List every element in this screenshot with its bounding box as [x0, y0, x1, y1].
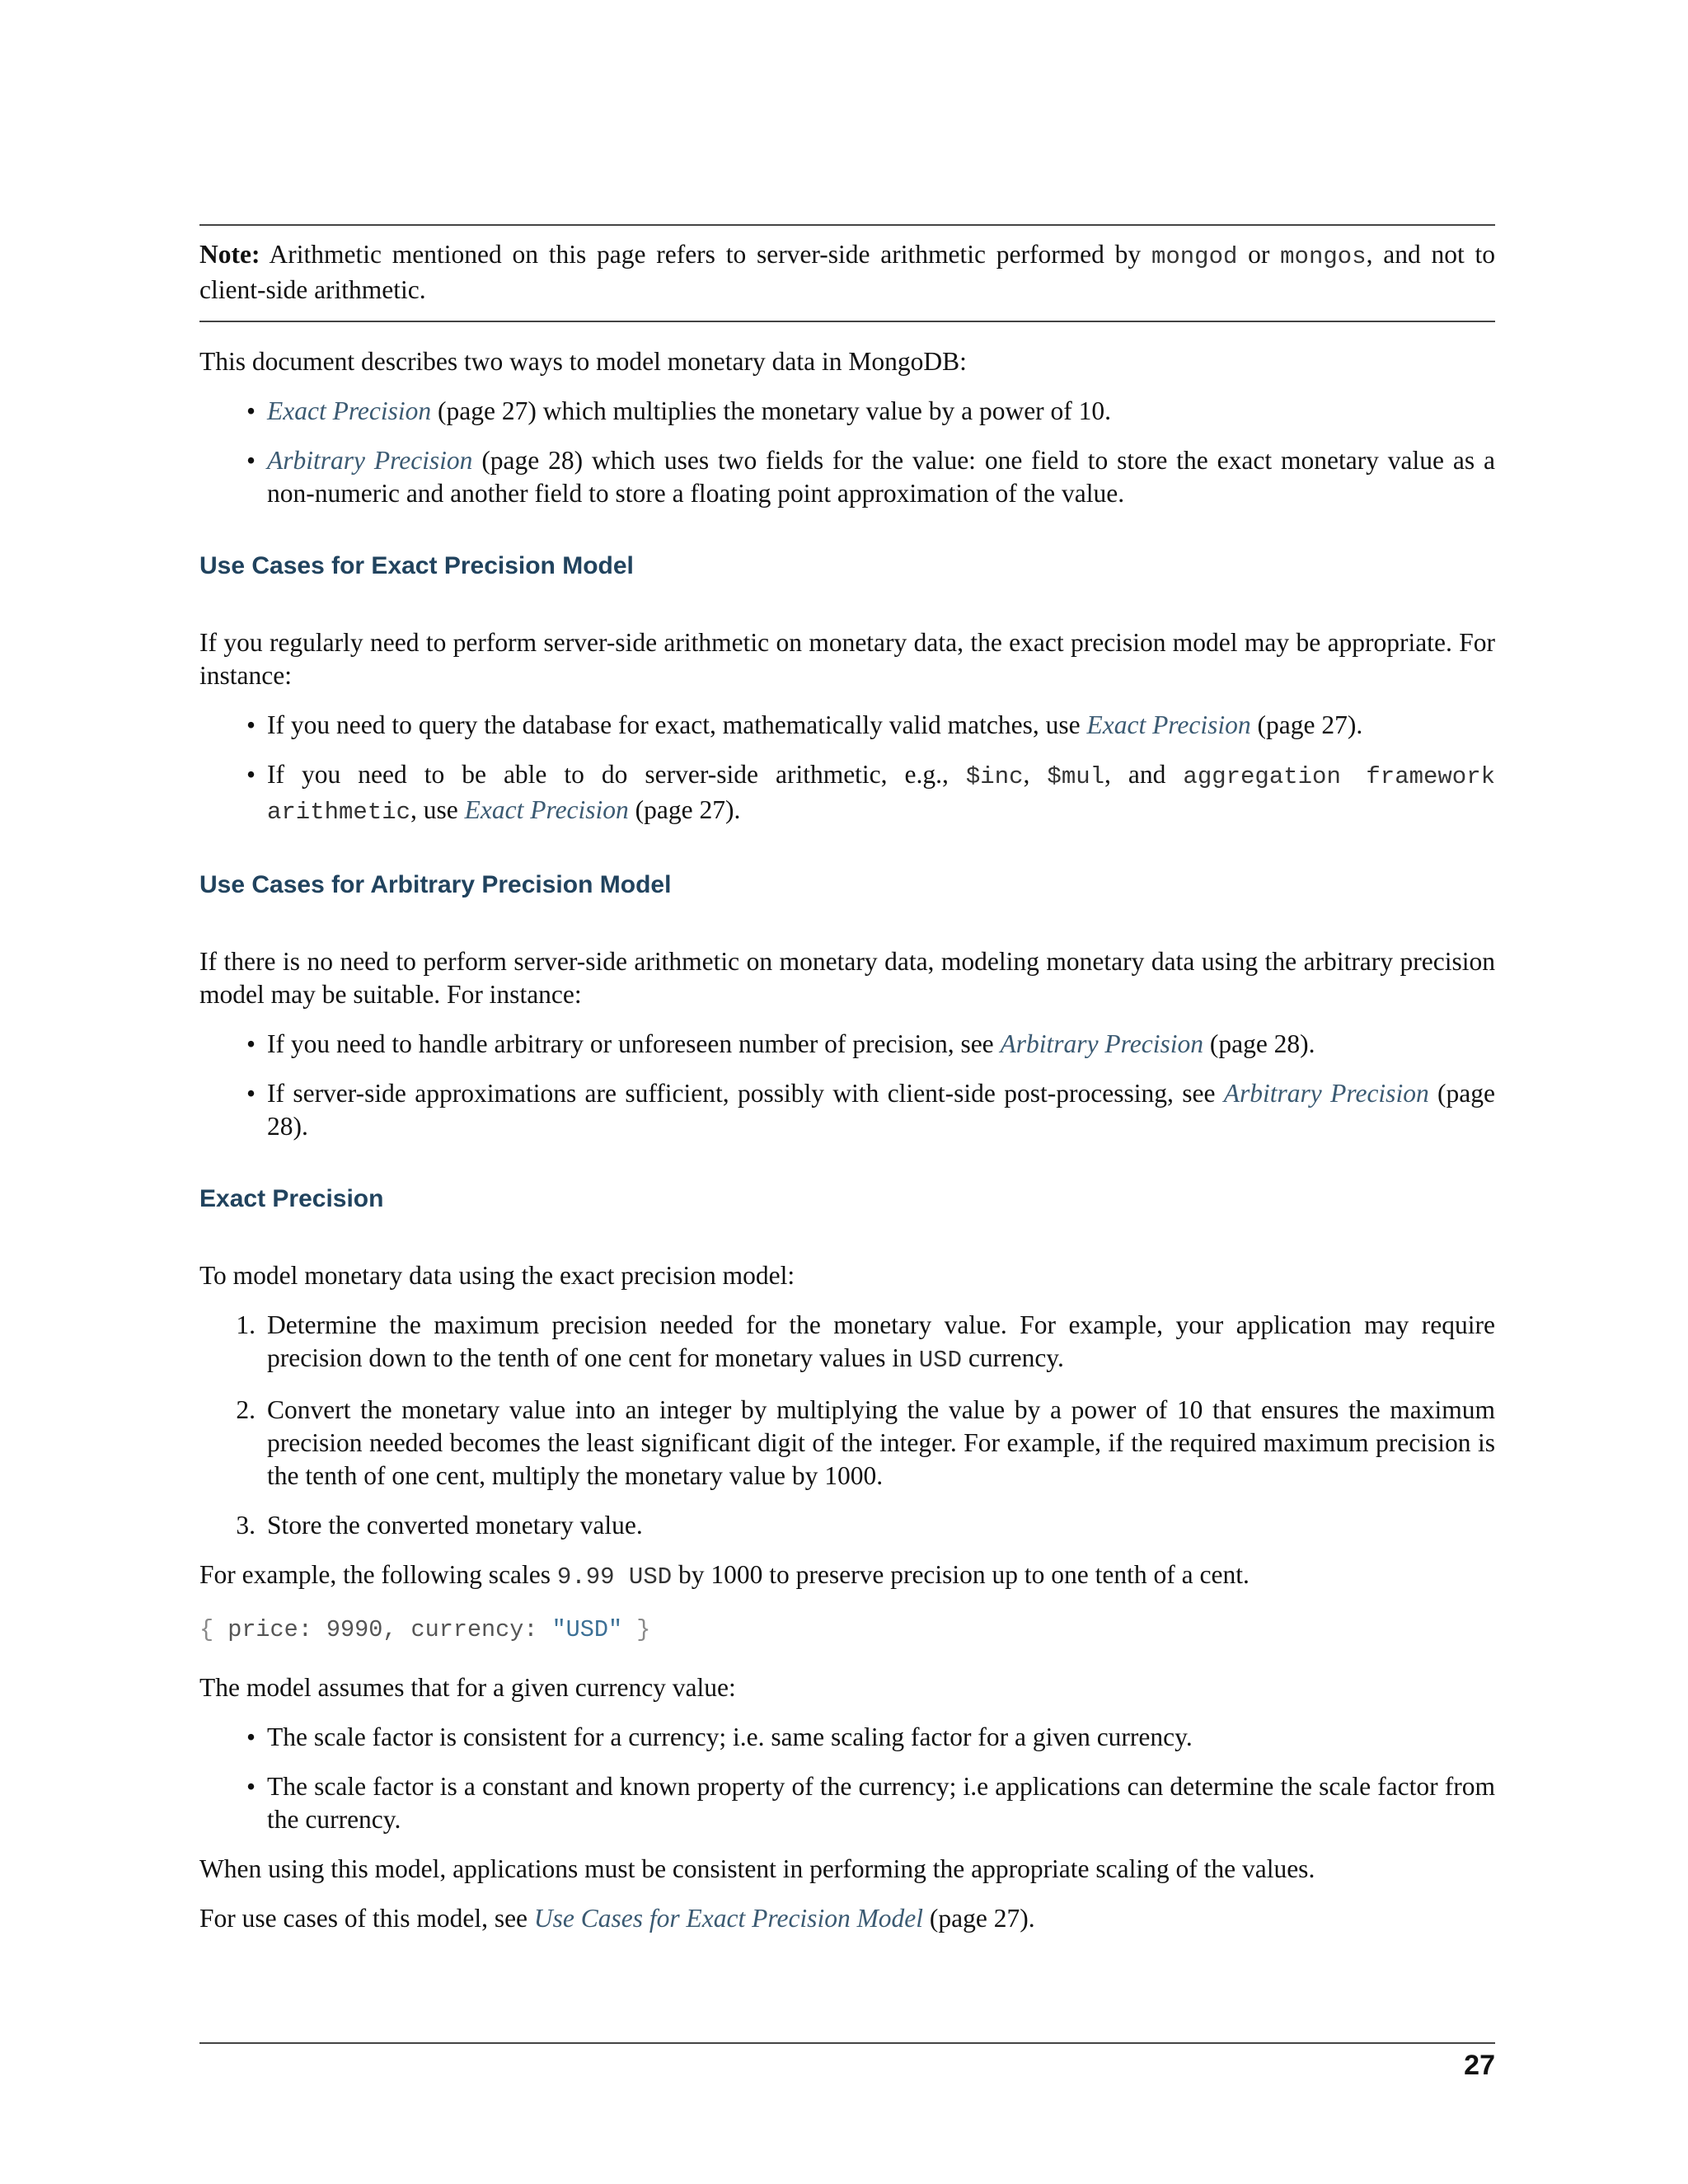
note-label: Note:	[199, 240, 260, 269]
list-item-text: (page 27).	[628, 795, 741, 824]
bullet: •	[246, 1079, 256, 1108]
page-number: 27	[1464, 2050, 1495, 2081]
model-list	[199, 395, 1495, 510]
exact-precision-paragraph: To model monetary data using the exact precision model:	[199, 1261, 795, 1290]
heading-arbitrary-use-cases: Use Cases for Arbitrary Precision Model	[199, 871, 672, 898]
code-inc: $inc	[965, 763, 1024, 790]
step-number: 2.	[236, 1395, 256, 1424]
see-also-text: For use cases of this model, see	[199, 1904, 534, 1933]
link-exact-precision[interactable]: Exact Precision	[1086, 710, 1251, 739]
exact-precision-steps	[199, 1309, 1495, 1542]
list-item-text: If you need to be able to do server-side arithmetic, e.g.,	[267, 760, 966, 789]
list-item-text: (page 28).	[1203, 1029, 1315, 1058]
list-item-text: The scale factor is a constant and known property of the currency; i.e applications can determine the scale factor from the currency.	[267, 1772, 1495, 1834]
link-exact-precision[interactable]: Exact Precision	[267, 396, 432, 425]
list-item	[199, 395, 1495, 428]
list-item	[199, 444, 1495, 510]
step-item	[199, 1309, 1495, 1377]
list-item-text: The scale factor is consistent for a currency; i.e. same scaling factor for a given currency.	[267, 1722, 1193, 1751]
note-bottom-rule	[199, 321, 1495, 322]
example-text: For example, the following scales	[199, 1560, 557, 1589]
list-item-text: , use	[410, 795, 465, 824]
bullet: •	[246, 1029, 256, 1058]
code-body: price: 9990, currency:	[213, 1616, 552, 1643]
intro-paragraph: This document describes two ways to model monetary data in MongoDB:	[199, 347, 967, 376]
link-arbitrary-precision[interactable]: Arbitrary Precision	[1000, 1029, 1203, 1058]
bullet: •	[246, 760, 256, 789]
arbitrary-use-cases-list	[199, 1028, 1495, 1143]
code-usd: USD	[918, 1347, 962, 1374]
note-box	[199, 226, 1495, 321]
step-item	[199, 1509, 1495, 1542]
step-number: 3.	[236, 1511, 256, 1540]
link-arbitrary-precision[interactable]: Arbitrary Precision	[267, 446, 473, 475]
bullet: •	[246, 446, 256, 475]
step-text: currency.	[962, 1343, 1064, 1372]
exact-use-cases-paragraph: If you regularly need to perform server-side arithmetic on monetary data, the exact precision model may be appropriate. For instance:	[199, 628, 1495, 690]
example-paragraph	[199, 1558, 1495, 1594]
list-item	[199, 1770, 1495, 1836]
list-item-text: (page 28).	[267, 1079, 1496, 1141]
see-also-text: (page 27).	[923, 1904, 1035, 1933]
assumptions-intro: The model assumes that for a given currency value:	[199, 1673, 736, 1702]
code-9-99-usd: 9.99 USD	[556, 1563, 673, 1591]
note-text: , and not to client-side arithmetic.	[199, 240, 1495, 304]
link-arbitrary-precision[interactable]: Arbitrary Precision	[1223, 1079, 1429, 1108]
see-also-paragraph	[199, 1902, 1495, 1935]
exact-use-cases-list	[199, 709, 1495, 829]
step-number: 1.	[236, 1310, 256, 1339]
list-item-text: If you need to handle arbitrary or unforeseen number of precision, see	[267, 1029, 1001, 1058]
list-item-text: If server-side approximations are sufficient, possibly with client-side post-processing, see	[267, 1079, 1224, 1108]
code-mongos: mongos	[1280, 243, 1367, 270]
list-item	[199, 1077, 1495, 1143]
code-block	[199, 1614, 1495, 1647]
list-item-text: If you need to query the database for exact, mathematically valid matches, use	[267, 710, 1087, 739]
footer-rule	[199, 2042, 1495, 2044]
list-item	[199, 758, 1495, 829]
bullet: •	[246, 1772, 256, 1801]
page-content	[199, 224, 1495, 1935]
code-string: "USD"	[551, 1616, 623, 1643]
consistency-paragraph: When using this model, applications must be consistent in performing the appropriate scaling of the values.	[199, 1854, 1315, 1883]
code-mongod: mongod	[1151, 243, 1238, 270]
step-text: Store the converted monetary value.	[267, 1511, 643, 1540]
heading-exact-precision: Exact Precision	[199, 1185, 384, 1212]
list-item	[199, 1028, 1495, 1061]
bullet: •	[246, 710, 256, 739]
list-item-text: (page 27).	[1250, 710, 1363, 739]
bullet: •	[246, 396, 256, 425]
note-text: or	[1237, 240, 1281, 269]
code-brace: }	[622, 1616, 651, 1643]
example-text: by 1000 to preserve precision up to one tenth of a cent.	[672, 1560, 1250, 1589]
link-use-cases-exact-precision[interactable]: Use Cases for Exact Precision Model	[533, 1904, 924, 1933]
step-text: Convert the monetary value into an integer by multiplying the value by a power of 10 that ensures the maximum precision needed becomes the least significant digit of the integer. For example, if the required maximum precision is the tenth of one cent, multiply the monetary value by 1000.	[267, 1395, 1495, 1490]
link-exact-precision[interactable]: Exact Precision	[464, 795, 629, 824]
list-item-text: (page 28) which uses two fields for the value: one field to store the exact monetary value as a non-numeric and another field to store a floating point approximation of the value.	[267, 446, 1495, 508]
list-item	[199, 1721, 1495, 1754]
step-text: Determine the maximum precision needed for the monetary value. For example, your application may require precision down to the tenth of one cent for monetary values in	[267, 1310, 1495, 1372]
heading-exact-use-cases: Use Cases for Exact Precision Model	[199, 552, 634, 579]
note-text: Arithmetic mentioned on this page refers to server-side arithmetic performed by	[260, 240, 1151, 269]
list-item	[199, 709, 1495, 742]
assumptions-list	[199, 1721, 1495, 1836]
step-item	[199, 1394, 1495, 1493]
list-item-text: (page 27) which multiplies the monetary value by a power of 10.	[431, 396, 1112, 425]
bullet: •	[246, 1722, 256, 1751]
code-aggregation-arithmetic: aggregation framework arithmetic	[267, 763, 1496, 826]
arbitrary-use-cases-paragraph: If there is no need to perform server-side arithmetic on monetary data, modeling monetary data using the arbitrary precision model may be suitable. For instance:	[199, 947, 1495, 1009]
code-mul: $mul	[1047, 763, 1105, 790]
code-brace: {	[199, 1616, 214, 1643]
list-item-text: , and	[1104, 760, 1184, 789]
list-item-text: ,	[1023, 760, 1048, 789]
